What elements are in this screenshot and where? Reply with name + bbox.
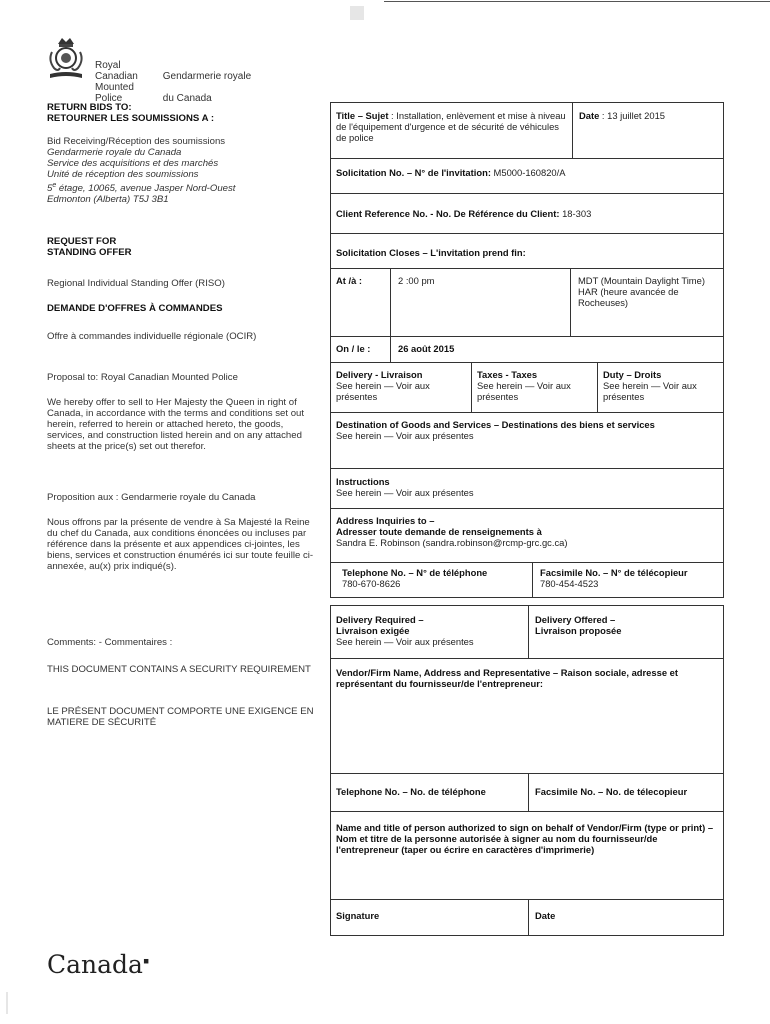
return-bids-en: RETURN BIDS TO:	[47, 102, 132, 113]
proposal-fr: Proposition aux : Gendarmerie royale du Canada	[47, 492, 256, 503]
delivery-offered-field: Delivery Offered – Livraison proposée	[535, 614, 622, 636]
return-bids-block	[47, 102, 317, 205]
on-label: On / le :	[336, 343, 371, 354]
date-field: Date : 13 juillet 2015	[579, 110, 665, 121]
divider	[570, 268, 571, 336]
inquiries-field: Address Inquiries to – Adresser toute demande de renseignements à Sandra E. Robinson (sandra.robinson@rcmp-grc.gc.ca)	[336, 515, 568, 548]
divider	[597, 362, 598, 412]
divider	[330, 233, 724, 234]
divider	[528, 605, 529, 658]
client-reference: Client Reference No. - No. De Référence du Client: 18-303	[336, 208, 592, 219]
solicitation-closes: Solicitation Closes – L'invitation prend fin:	[336, 247, 526, 258]
org-name-en-2: Mounted Police	[95, 82, 134, 104]
offer-fr: Nous offrons par la présente de vendre à Sa Majesté la Reine du chef du Canada, aux conditions énoncées ou incluses par référence dans la présente et aux appendices ci-jointes, les biens, services et construction énumérés ici sur toute feuille ci-annexée, au(x) prix indiqué(s).	[47, 517, 314, 572]
date-label: Date	[535, 910, 556, 921]
divider	[471, 362, 472, 412]
address-line-5: 5e étage, 10065, avenue Jasper Nord-Ouest	[47, 182, 236, 195]
delivery-field: Delivery - Livraison See herein — Voir aux présentes	[336, 369, 430, 402]
org-name-fr-2: du Canada	[162, 93, 212, 104]
canada-wordmark: Canada▪	[47, 950, 150, 979]
address-line-4: Unité de réception des soumissions	[47, 169, 199, 180]
authorized-person-label: Name and title of person authorized to sign on behalf of Vendor/Firm (type or print) – Nom et titre de la personne autorisée à signer au nom du fournisseur/de l'entrepreneur (taper ou écrire en caractères d'imprimerie)	[336, 822, 714, 855]
divider	[330, 158, 724, 159]
vendor-telephone-label: Telephone No. – No. de téléphone	[336, 786, 486, 797]
top-rule	[384, 1, 770, 2]
divider	[330, 412, 724, 413]
vendor-form	[330, 605, 724, 936]
ocir-text: Offre à commandes individuelle régionale (OCIR)	[47, 331, 257, 342]
bid-receiving: Bid Receiving/Réception des soumissions	[47, 136, 226, 147]
org-name-en-1: Royal Canadian	[95, 60, 138, 82]
at-label: At /à :	[336, 275, 363, 286]
facsimile-field: Facsimile No. – N° de télécopieur 780-454-4523	[540, 567, 688, 589]
divider	[330, 899, 724, 900]
riso-text: Regional Individual Standing Offer (RISO)	[47, 278, 225, 289]
taxes-field: Taxes - Taxes See herein — Voir aux présentes	[477, 369, 571, 402]
timezone: MDT (Mountain Daylight Time) HAR (heure avancée de Rocheuses)	[578, 275, 705, 308]
divider	[528, 773, 529, 811]
comments-label: Comments: - Commentaires :	[47, 637, 173, 648]
divider	[330, 468, 724, 469]
instructions-field: Instructions See herein — Voir aux présentes	[336, 476, 474, 498]
organization-name	[95, 60, 251, 104]
signature-label: Signature	[336, 910, 380, 921]
offer-en: We hereby offer to sell to Her Majesty the Queen in right of Canada, in accordance with the terms and conditions set out herein, referred to herein or attached hereto, the goods, services, and construction listed herein and on any attached sheets at the price(s) set out therefor.	[47, 397, 305, 452]
security-fr: LE PRÉSENT DOCUMENT COMPORTE UNE EXIGENCE EN MATIERE DE SÉCURITÉ	[47, 706, 314, 728]
standing-offer: STANDING OFFER	[47, 247, 132, 258]
duty-field: Duty – Droits See herein — Voir aux présentes	[603, 369, 697, 402]
security-en: THIS DOCUMENT CONTAINS A SECURITY REQUIREMENT	[47, 664, 311, 675]
telephone-field: Telephone No. – N° de téléphone 780-670-8626	[342, 567, 488, 589]
demande-text: DEMANDE D'OFFRES À COMMANDES	[47, 303, 223, 314]
delivery-required-field: Delivery Required – Livraison exigée See herein — Voir aux présentes	[336, 614, 474, 647]
divider	[528, 899, 529, 936]
org-name-fr-1: Gendarmerie royale	[162, 71, 252, 82]
divider	[330, 811, 724, 812]
return-bids-fr: RETOURNER LES SOUMISSIONS A :	[47, 113, 215, 124]
at-time: 2 :00 pm	[398, 275, 435, 286]
divider	[330, 508, 724, 509]
closing-date: 26 août 2015	[398, 343, 455, 354]
destination-field: Destination of Goods and Services – Destinations des biens et services See herein — Voir aux présentes	[336, 419, 655, 441]
solicitation-number: Solicitation No. – N° de l'invitation: M5000-160820/A	[336, 167, 566, 178]
divider	[330, 562, 724, 563]
address-line-6: Edmonton (Alberta) T5J 3B1	[47, 194, 169, 206]
flag-icon: ▪	[142, 956, 150, 967]
divider	[330, 658, 724, 659]
scan-mark	[350, 6, 364, 20]
divider	[390, 268, 391, 362]
scan-mark	[6, 992, 8, 1014]
address-line-3: Service des acquisitions et des marchés	[47, 158, 219, 169]
address-line-2: Gendarmerie royale du Canada	[47, 147, 182, 158]
divider	[330, 362, 724, 363]
divider	[532, 562, 533, 598]
divider	[330, 773, 724, 774]
vendor-name-label: Vendor/Firm Name, Address and Representative – Raison sociale, adresse et représentant du fournisseur/de l'entrepreneur:	[336, 667, 678, 689]
divider	[330, 193, 724, 194]
vendor-facsimile-label: Facsimile No. – No. de télecopieur	[535, 786, 688, 797]
rcmp-crest-icon	[46, 36, 86, 82]
proposal-en: Proposal to: Royal Canadian Mounted Police	[47, 372, 238, 383]
divider	[572, 102, 573, 158]
title-field: Title – Sujet : Installation, enlèvement et mise à niveau de l'équipement d'urgence et de sécurité de véhicules de police	[336, 110, 566, 143]
request-for: REQUEST FOR	[47, 236, 117, 247]
